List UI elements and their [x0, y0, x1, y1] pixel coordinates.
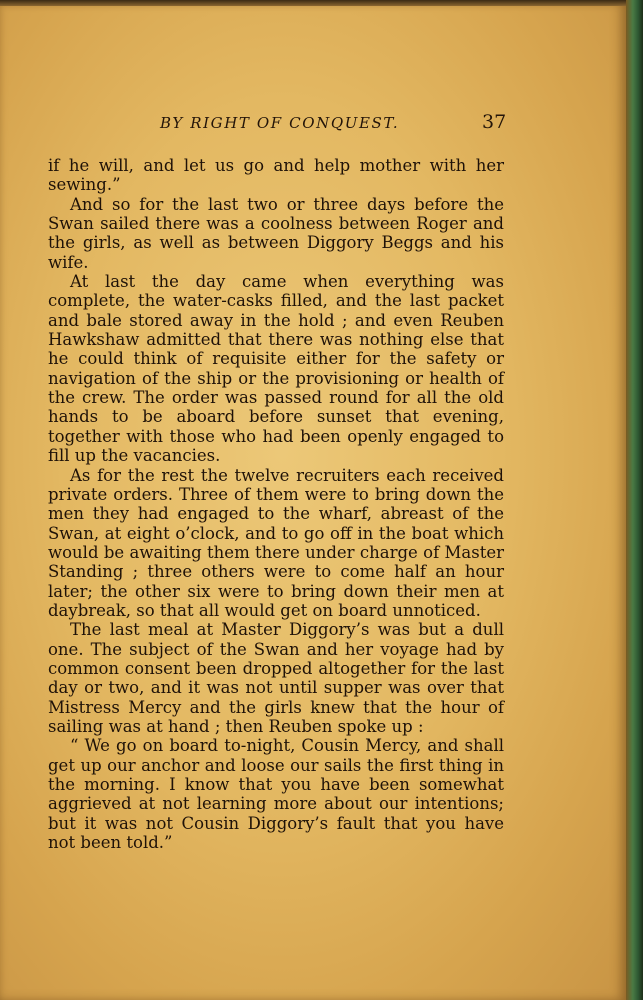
paragraph-5: The last meal at Master Diggory’s was but a dull one. The subject of the Swan and her voyage had by common consent been dropped altogether for the last day or two, and it was not until supper was over that Mistress Mercy and the girls knew that the hour of sailing was at hand ; then Reuben spoke up : [48, 620, 504, 736]
running-title: BY RIGHT OF CONQUEST. [160, 114, 400, 132]
page-number: 37 [482, 111, 507, 133]
page-top-edge [0, 0, 626, 6]
paragraph-3: At last the day came when everything was complete, the water-casks filled, and the last packet and bale stored away in the hold ; and even Reuben Hawkshaw admitted that there was nothing else that he could think of requisite either for the safety or navigation of the ship or the provisioning or health of the crew. The order was passed round for all the old hands to be aboard before sunset that evening, together with those who had been openly engaged to fill up the vacancies. [48, 272, 504, 466]
body-text [48, 156, 504, 852]
page-header [0, 110, 626, 140]
paragraph-6: “ We go on board to-night, Cousin Mercy, and shall get up our anchor and loose our sails the first thing in the morning. I know that you have been somewhat aggrieved at not learning more about our intentions; but it was not Cousin Diggory’s fault that you have not been told.” [48, 736, 504, 853]
paragraph-1: if he will, and let us go and help mother with her sewing.” [48, 156, 504, 195]
paragraph-2: And so for the last two or three days before the Swan sailed there was a coolness between Roger and the girls, as well as between Diggory Beggs and his wife. [48, 194, 504, 272]
book-spine [626, 0, 643, 1000]
paragraph-4: As for the rest the twelve recruiters each received private orders. Three of them were to bring down the men they had engaged to the wharf, abreast of the Swan, at eight o’clock, and to go off in the boat which would be awaiting them there under charge of Master Standing ; three others were to come half an hour later; the other six were to bring down their men at daybreak, so that all would get on board unnoticed. [48, 465, 504, 620]
